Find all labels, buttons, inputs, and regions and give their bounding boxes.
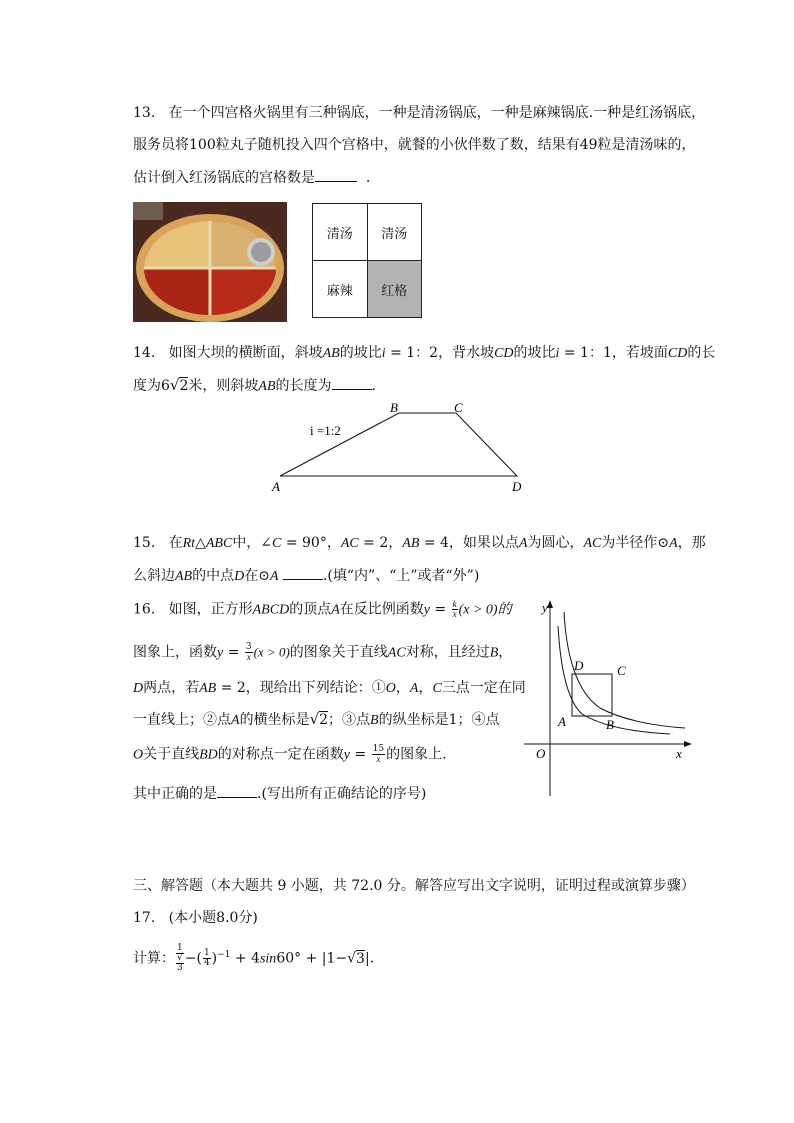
math-var: O [133, 747, 144, 763]
q16-line5 [133, 745, 447, 765]
q16-text: ；③点 [328, 712, 371, 728]
q16-text: 对称，且经过 [405, 644, 490, 661]
math-var: AB [175, 569, 193, 584]
frac-num: 1 [203, 948, 210, 958]
grid-cell: 清汤 [367, 204, 422, 261]
math-var: ABC [205, 536, 233, 551]
q16-text: 的顶点 [289, 601, 332, 618]
question-number: 13. [133, 105, 156, 121]
math-var: B [489, 645, 499, 661]
q15-text: ，那 [677, 535, 706, 551]
math-var: B [370, 713, 379, 728]
math-var: O [385, 681, 396, 696]
math-var: AB [258, 379, 276, 394]
axis-label-y: y [542, 600, 548, 615]
q17-line1 [133, 909, 258, 927]
q16-text: ， [418, 680, 433, 696]
q16-text: 三点一定在同 [441, 680, 526, 696]
q15-line2 [133, 565, 479, 586]
q16-line4 [133, 710, 500, 730]
q14-text: 的长 [687, 345, 716, 361]
q13-text: 服务员将100粒丸子随机投入四个宫格中，就餐的小伙伴数了数，结果有49粒是清汤味的， [133, 137, 696, 153]
q16-text: 的横坐标是 [239, 712, 310, 728]
sqrt-symbol: √ [347, 950, 357, 967]
math-var: y [343, 747, 351, 763]
fraction-3-over-x [245, 643, 253, 662]
hotpot-grid-table [312, 203, 422, 318]
q16-text: = [350, 746, 371, 763]
fraction-k-over-x [452, 600, 458, 619]
inverse-function-graph [520, 596, 695, 796]
q14-text: . [371, 378, 376, 394]
grid-cell: 麻辣 [313, 261, 368, 318]
math-var: AC [340, 536, 359, 551]
answer-blank[interactable] [332, 375, 372, 390]
label-B: B [390, 400, 398, 415]
origin-label: O [536, 746, 546, 761]
q15-text: = 4，如果以点 [419, 535, 519, 551]
axis-label-x: x [676, 746, 682, 761]
hotpot-photo [133, 202, 287, 322]
q15-text: 么斜边 [133, 568, 175, 584]
math-var: AB [402, 536, 420, 551]
frac-den: 4 [203, 958, 210, 968]
frac-den: x [452, 609, 457, 619]
q14-text: 的坡比 [339, 345, 382, 361]
q14-line2 [133, 375, 376, 396]
hotpot-photo-icon [133, 202, 287, 322]
q16-line2 [133, 643, 512, 663]
frac-num: 3 [245, 642, 252, 652]
label-D: D [574, 658, 584, 673]
math-var: AC [387, 645, 406, 661]
q13-text: 估计倒入红汤锅底的宫格数是 [133, 170, 315, 186]
label-C: C [454, 400, 463, 415]
fraction-15-over-x [372, 745, 385, 764]
dam-cross-section-figure [270, 398, 530, 498]
q16-text: 图象上，函数 [133, 644, 217, 661]
q15-text: 为半径作⊙ [601, 535, 670, 551]
q16-line3 [133, 679, 526, 698]
q16-text: (x > 0) [253, 644, 290, 660]
math-var: 2 [179, 378, 189, 394]
q13-text: 在一个四宫格火锅里有三种锅底，一种是清汤锅底，一种是麻辣锅底.一种是红汤锅底， [168, 105, 706, 121]
q16-text: ， [395, 680, 410, 696]
math-var: 3 [356, 950, 365, 967]
q15-text: 中，∠ [232, 535, 273, 551]
q15-text: 在 [168, 535, 183, 551]
math-var: D [234, 569, 245, 584]
q16-line6 [133, 783, 426, 803]
exponent: −1 [217, 949, 231, 960]
q14-line1 [133, 344, 715, 363]
fraction-1-over-sqrt3 [176, 944, 184, 973]
grid-cell: 清汤 [313, 204, 368, 261]
q16-text: (x > 0)的 [458, 602, 512, 618]
q16-text: 的图象上. [386, 746, 447, 763]
math-var: A [331, 602, 340, 618]
math-var: AC [583, 536, 602, 551]
q14-text: = 1：1，若坡面 [559, 345, 668, 361]
q15-text: 为圆心， [527, 535, 584, 551]
q16-text: 的对称点一定在函数 [217, 746, 344, 763]
question-number: 17. [133, 910, 156, 926]
q13-line1 [133, 104, 705, 122]
q17-text: 60° + |1− [276, 950, 348, 967]
label-A: A [272, 479, 280, 494]
question-number: 14. [133, 345, 156, 361]
q14-text: = 1：2，背水坡 [385, 345, 495, 361]
q14-text: 如图大坝的横断面，斜坡 [168, 345, 323, 361]
frac-den: √ 3 [176, 953, 183, 973]
label-D: D [512, 479, 522, 494]
q14-text: 度为6 [133, 378, 170, 394]
q17-text: −( [184, 950, 202, 967]
math-var: i [381, 346, 386, 361]
grid-cell-red: 红格 [367, 261, 422, 318]
q16-text: 两点，若 [143, 680, 200, 696]
math-var: C [432, 681, 442, 696]
q16-text: 在反比例函数 [339, 601, 424, 618]
q14-text: 的长度为 [275, 378, 332, 394]
triangle-symbol: △ [195, 535, 206, 551]
math-var: i [555, 346, 560, 361]
math-var: CD [494, 346, 514, 361]
frac-num: 15 [372, 744, 385, 754]
math-var: BD [199, 747, 218, 763]
label-B: B [606, 717, 614, 732]
math-var: 3 [177, 963, 183, 973]
q16-text: = [429, 601, 451, 618]
math-var: D [133, 681, 144, 696]
label-C: C [617, 663, 626, 678]
frac-den: x [246, 652, 251, 662]
math-var: A [518, 536, 528, 551]
math-var: AB [199, 681, 217, 696]
sqrt-symbol: √ [309, 710, 320, 728]
section-title-text: 三、解答题（本大题共 9 小题，共 72.0 分。解答应写出文字说明，证明过程或演算步骤） [133, 878, 695, 894]
q15-text: 在⊙ [244, 568, 270, 584]
math-var: y [217, 645, 224, 661]
q16-text: = 2，现给出下列结论：① [216, 680, 386, 696]
q16-text: .(写出所有正确结论的序号) [257, 786, 427, 802]
q16-line1 [133, 600, 512, 620]
math-var: A [231, 713, 240, 728]
q16-text: 如图，正方形 [168, 601, 253, 618]
q15-line1 [133, 534, 706, 553]
math-var: sin [259, 951, 277, 967]
q16-text: ， [498, 644, 513, 661]
math-var: CD [667, 346, 688, 361]
slope-ratio-label: i =1:2 [310, 423, 341, 438]
q17-text: 计算： [133, 950, 175, 967]
q17-text: |. [364, 950, 375, 967]
math-var: A [269, 569, 279, 584]
q16-text: 的纵坐标是1；④点 [378, 712, 500, 728]
answer-blank[interactable] [283, 565, 323, 580]
math-var: A [669, 536, 678, 551]
q15-text: = 90°， [281, 535, 341, 551]
q16-text: = [223, 644, 244, 661]
question-number: 15. [133, 535, 156, 551]
math-var: ABCD [252, 602, 290, 618]
question-number: 16. [133, 601, 156, 618]
math-var: 2 [319, 712, 329, 728]
math-var: AB [322, 346, 340, 361]
q14-text: 的坡比 [513, 345, 556, 361]
answer-blank[interactable] [315, 167, 357, 182]
math-var: C [272, 536, 282, 551]
q16-text: 的图象关于直线 [289, 644, 388, 661]
q15-text: 的中点 [192, 568, 235, 584]
math-var: Rt [182, 536, 196, 551]
sqrt-symbol: √ [169, 376, 180, 394]
answer-blank[interactable] [217, 783, 257, 798]
fraction-1-over-4 [203, 949, 211, 968]
math-var: y [423, 602, 430, 618]
q17-text: ) [211, 950, 218, 967]
q14-text: 米，则斜坡 [188, 378, 259, 394]
q16-text: 一直线上；②点 [133, 712, 231, 728]
q16-text: 其中正确的是 [133, 786, 217, 802]
q13-line3 [133, 167, 370, 187]
q17-line2 [133, 944, 374, 973]
label-A: A [558, 714, 566, 729]
frac-num: k [452, 599, 457, 609]
section-title [133, 877, 695, 895]
q15-text: .(填“内”、“上”或者“外”) [322, 568, 480, 584]
q17-text: + 4 [230, 950, 260, 967]
q16-text: 关于直线 [143, 746, 200, 763]
math-var: A [409, 681, 419, 696]
q13-text: . [365, 170, 371, 186]
points-text: (本小题8.0分) [168, 910, 258, 926]
q15-text: = 2， [358, 535, 403, 551]
frac-den: x [376, 754, 381, 764]
q13-line2 [133, 136, 696, 154]
frac-num: 1 [177, 943, 183, 953]
